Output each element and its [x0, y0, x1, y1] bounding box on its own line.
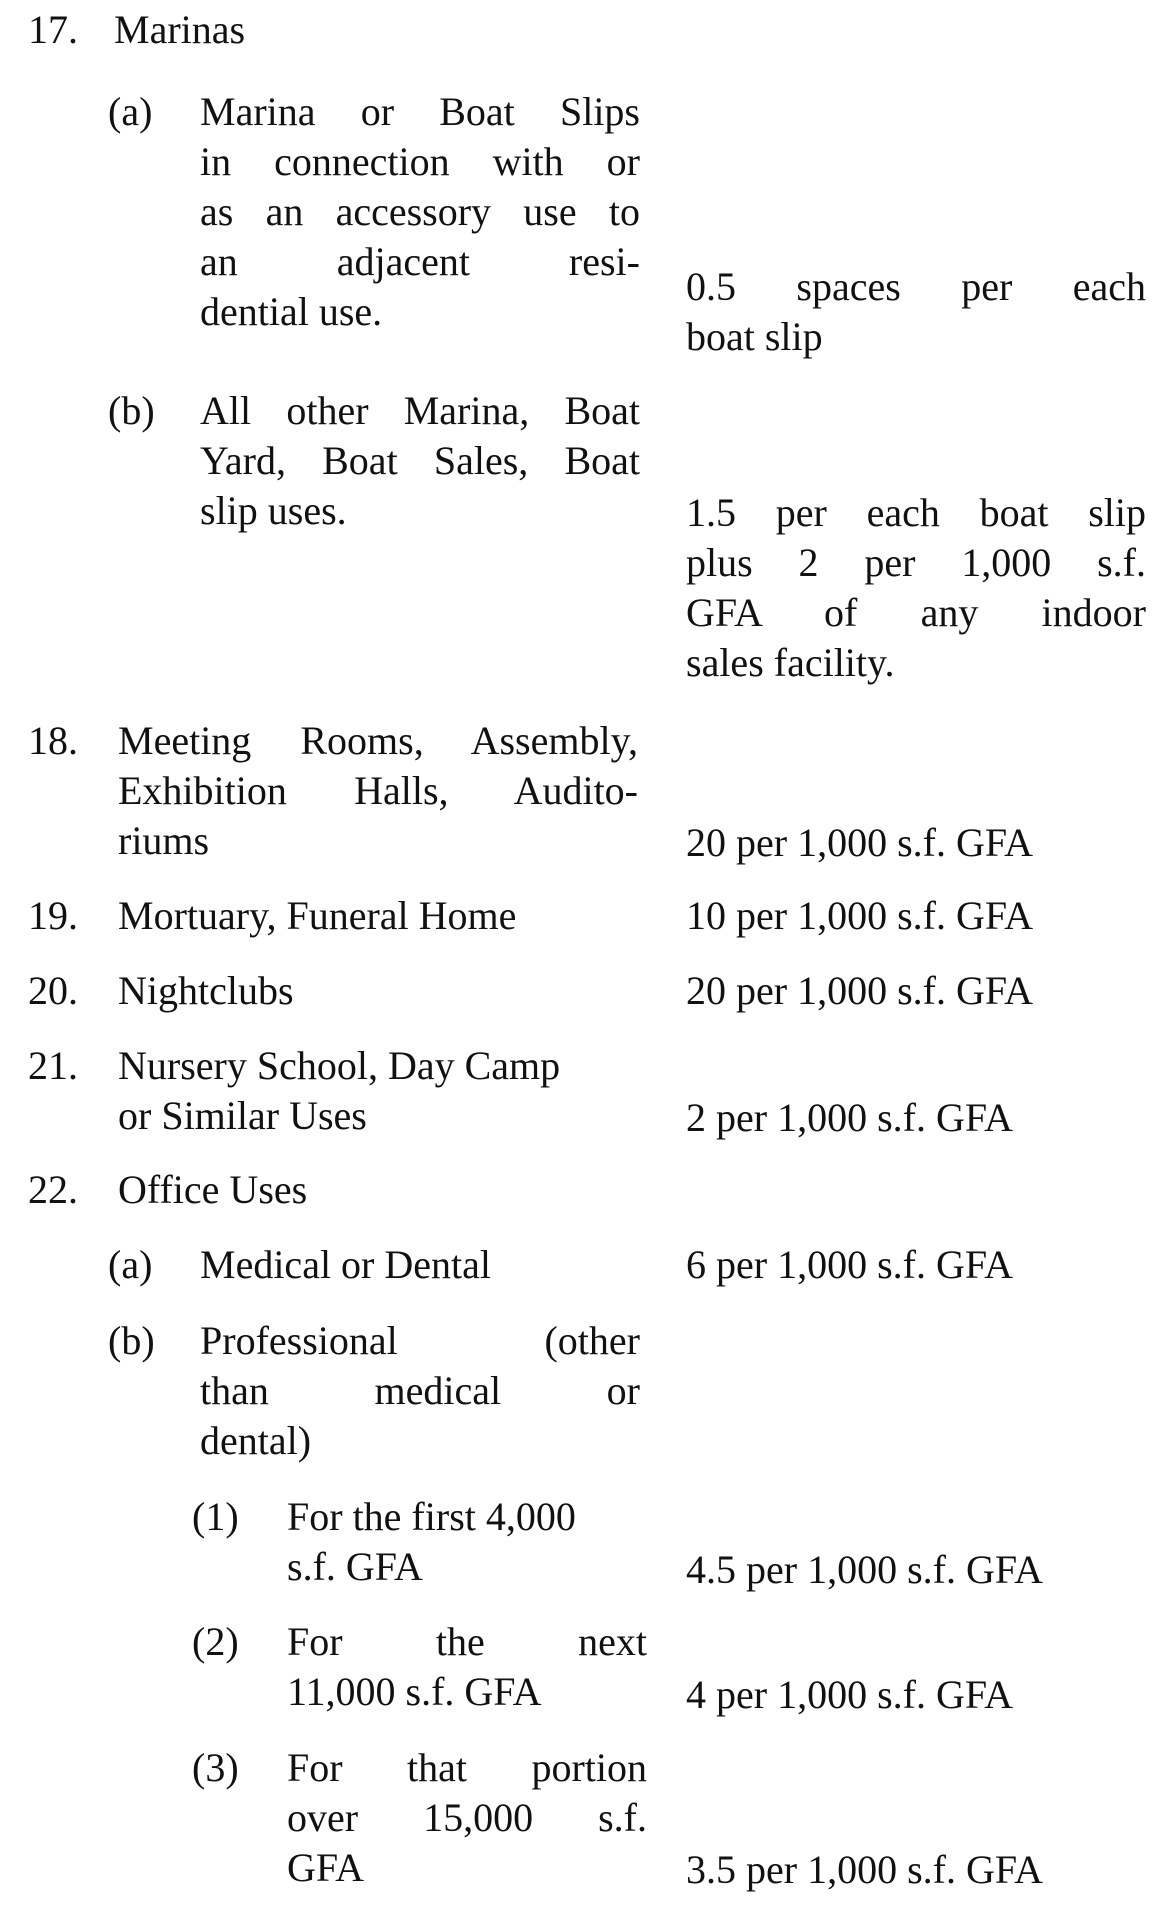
item-22b2-requirement: 4 per 1,000 s.f. GFA [686, 1672, 1014, 1717]
item-22-number: 22. [28, 1167, 78, 1212]
item-22b3-line: GFA [287, 1845, 365, 1890]
item-22b3-requirement: 3.5 per 1,000 s.f. GFA [686, 1847, 1044, 1892]
item-17b-line: slip uses. [200, 488, 347, 533]
item-19-label: Mortuary, Funeral Home [118, 893, 517, 938]
item-17-number: 17. [28, 7, 78, 52]
item-17a-line: as an accessory use to [200, 189, 640, 234]
item-17b-req-line: plus 2 per 1,000 s.f. [686, 540, 1146, 585]
item-17a-req-line: boat slip [686, 314, 823, 359]
item-18-line: riums [118, 818, 210, 863]
item-21-description [118, 1041, 638, 1141]
item-20-label: Nightclubs [118, 968, 294, 1013]
item-20-number: 20. [28, 968, 78, 1013]
item-22b1-marker: (1) [192, 1494, 239, 1539]
item-22b-line: dental) [200, 1418, 312, 1463]
item-22b-line: Professional (other [200, 1318, 640, 1363]
item-18-description [118, 716, 638, 866]
item-22b1-line: s.f. GFA [287, 1544, 423, 1589]
item-17b-req-line: sales facility. [686, 640, 895, 685]
item-22b3-description [287, 1743, 647, 1893]
item-17a-line: dential use. [200, 289, 383, 334]
item-17a-line: Marina or Boat Slips [200, 89, 640, 134]
item-17b-req-line: GFA of any indoor [686, 590, 1146, 635]
item-22a-marker: (a) [108, 1242, 153, 1287]
item-17b-description [200, 386, 640, 536]
item-22b1-requirement: 4.5 per 1,000 s.f. GFA [686, 1547, 1044, 1592]
item-22a-requirement: 6 per 1,000 s.f. GFA [686, 1242, 1014, 1287]
item-17a-req-line: 0.5 spaces per each [686, 264, 1146, 309]
item-17b-line: All other Marina, Boat [200, 388, 640, 433]
item-22b-line: than medical or [200, 1368, 640, 1413]
item-19-number: 19. [28, 893, 78, 938]
item-17a-requirement [686, 262, 1146, 362]
item-18-number: 18. [28, 718, 78, 763]
item-21-requirement: 2 per 1,000 s.f. GFA [686, 1095, 1014, 1140]
item-22b3-line: over 15,000 s.f. [287, 1795, 647, 1840]
item-18-requirement: 20 per 1,000 s.f. GFA [686, 820, 1034, 865]
item-17a-line: in connection with or [200, 139, 640, 184]
item-20-requirement: 20 per 1,000 s.f. GFA [686, 968, 1034, 1013]
item-21-line: or Similar Uses [118, 1093, 367, 1138]
item-22b1-line: For the first 4,000 [287, 1494, 576, 1539]
item-17b-req-line: 1.5 per each boat slip [686, 490, 1146, 535]
item-17b-line: Yard, Boat Sales, Boat [200, 438, 640, 483]
item-17-label: Marinas [114, 7, 246, 52]
item-22b-description [200, 1316, 640, 1466]
item-22b3-line: For that portion [287, 1745, 647, 1790]
item-22b1-description [287, 1492, 647, 1592]
item-18-line: Exhibition Halls, Audito- [118, 768, 638, 813]
item-22b2-marker: (2) [192, 1619, 239, 1664]
item-22b2-line: For the next [287, 1619, 647, 1664]
item-17a-line: an adjacent resi- [200, 239, 640, 284]
item-21-line: Nursery School, Day Camp [118, 1043, 561, 1088]
item-22a-label: Medical or Dental [200, 1242, 491, 1287]
item-17a-description [200, 87, 640, 337]
item-22-label: Office Uses [118, 1167, 308, 1212]
item-22b2-description [287, 1617, 647, 1717]
item-17b-marker: (b) [108, 388, 155, 433]
item-17b-requirement [686, 488, 1146, 688]
item-21-number: 21. [28, 1043, 78, 1088]
item-17a-marker: (a) [108, 89, 153, 134]
item-22b3-marker: (3) [192, 1745, 239, 1790]
item-18-line: Meeting Rooms, Assembly, [118, 718, 638, 763]
item-19-requirement: 10 per 1,000 s.f. GFA [686, 893, 1034, 938]
item-22b2-line: 11,000 s.f. GFA [287, 1669, 542, 1714]
item-22b-marker: (b) [108, 1318, 155, 1363]
